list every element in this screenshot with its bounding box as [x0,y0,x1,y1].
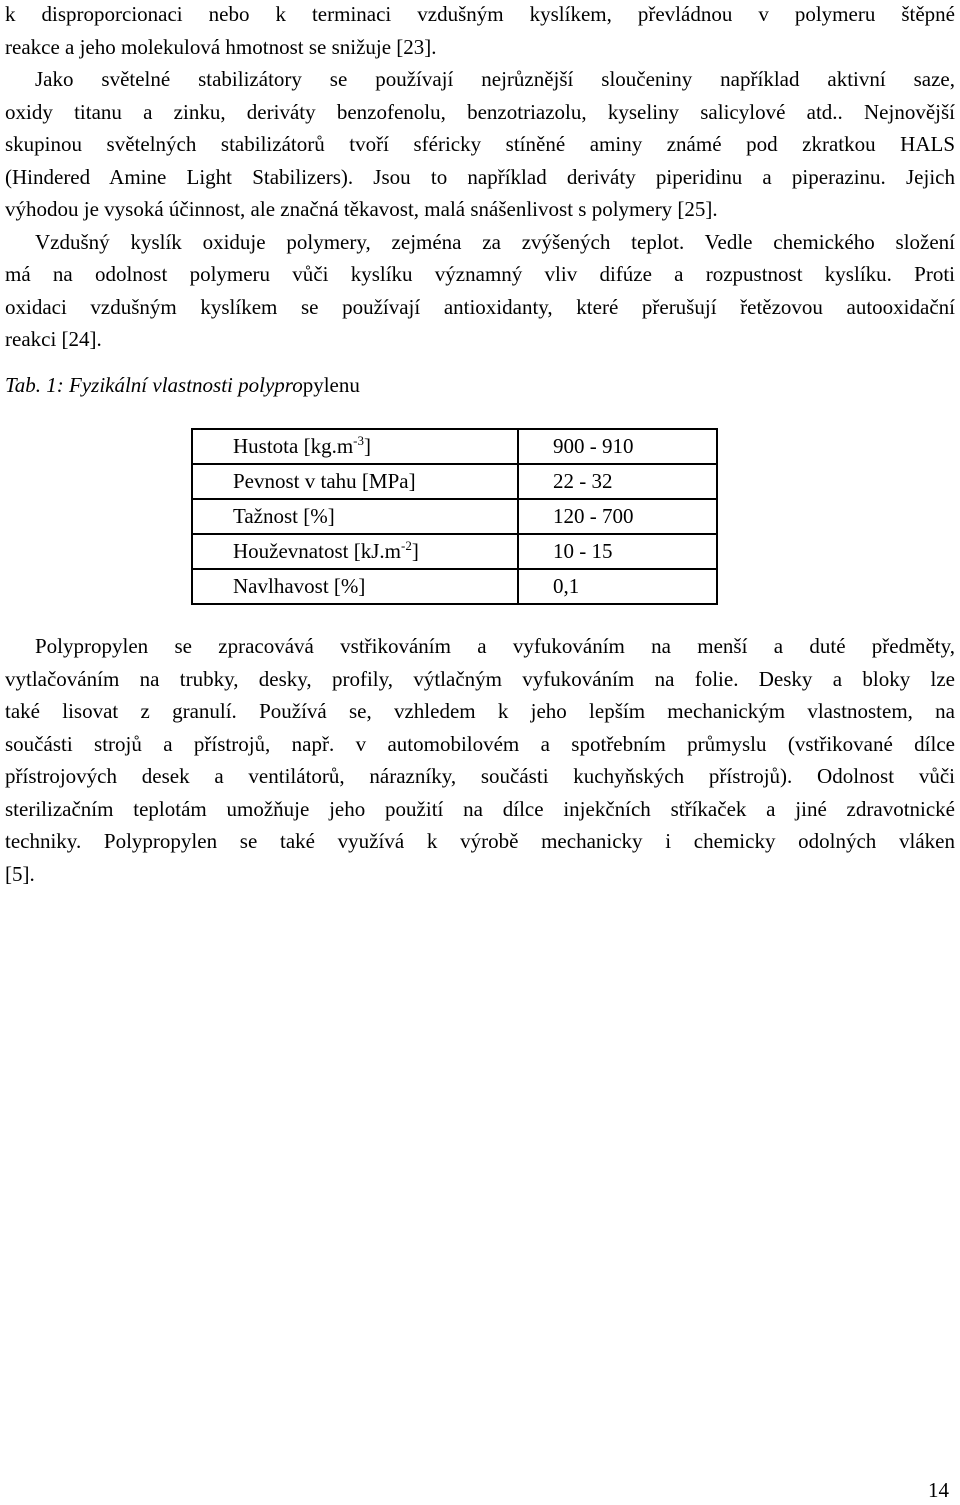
value-cell: 22 - 32 [518,464,717,499]
table-row [192,534,717,569]
value-cell: 0,1 [553,574,580,598]
text-line: techniky. Polypropylen se také využívá k výrobě mechanicky i chemicky odolných vláken [5,829,955,853]
property-cell [192,569,518,604]
text-line: Vzdušný kyslík oxiduje polymery, zejména za zvýšených teplot. Vedle chemického složení [35,229,955,254]
text-line: také lisovat z granulí. Používá se, vzhledem k jeho lepším mechanickým vlastnostem, na [5,699,955,723]
property-suffix: ] [411,539,419,563]
property-cell [192,429,518,464]
table-row [192,499,717,534]
property-label: Tažnost [%] [233,504,335,528]
text-line: reakci [24]. [5,327,102,351]
paragraph-processing [5,630,955,890]
text-line: součásti strojů a přístrojů, např. v automobilovém a spotřebním průmyslu (vstřikované dílce [5,731,955,756]
table-row [192,569,717,604]
table-caption [5,369,360,401]
text-line: Polypropylen se zpracovává vstřikováním a vyfukováním na menší a duté předměty, [35,634,955,658]
property-label: Pevnost v tahu [MPa] [233,469,416,493]
unit-exponent: -2 [400,538,412,553]
text-line: sterilizačním teplotám umožňuje jeho použití na dílce injekčních stříkaček a jiné zdravotnické [5,796,955,821]
value-cell: 120 - 700 [518,499,717,534]
table-row [192,429,717,464]
paragraph-stabilizers [5,0,955,356]
unit-exponent: -3 [353,433,364,448]
value-cell: 10 - 15 [518,534,717,569]
property-label: Navlhavost [%] [233,574,366,598]
property-cell [192,464,518,499]
text-line: přístrojových desek a ventilátorů, nárazníky, součásti kuchyňských přístrojů). Odolnost vůči [5,764,955,788]
table-caption-upright: pylenu [302,373,360,397]
text-line: [5]. [5,861,35,886]
text-line: k disproporcionaci nebo k terminaci vzdušným kyslíkem, převládnou v polymeru štěpné [5,2,955,26]
table-caption-italic: Tab. 1: Fyzikální vlastnosti polypro [5,373,303,397]
property-label: Houževnatost [kJ.m [233,539,401,563]
property-suffix: ] [364,434,371,458]
text-line: (Hindered Amine Light Stabilizers). Jsou to například deriváty piperidinu a piperazinu. Jejich [5,164,955,189]
text-line: má na odolnost polymeru vůči kyslíku významný vliv difúze a rozpustnost kyslíku. Proti [5,262,955,286]
text-line: oxidaci vzdušným kyslíkem se používají antioxidanty, které přerušují řetězovou autooxidační [5,294,955,319]
page-number: 14 [928,1478,949,1502]
text-line: Jako světelné stabilizátory se používají nejrůznější sloučeniny například aktivní saze, [35,67,955,91]
properties-table [191,428,718,605]
value-cell: 900 - 910 [518,429,717,464]
text-line: reakce a jeho molekulová hmotnost se snižuje [23]. [5,34,437,59]
property-label: Hustota [kg.m [233,434,354,458]
property-cell [192,499,518,534]
text-line: oxidy titanu a zinku, deriváty benzofenolu, benzotriazolu, kyseliny salicylové atd.. Nejnovější [5,99,955,124]
table-row [192,464,717,499]
text-line: skupinou světelných stabilizátorů tvoří sféricky stíněné aminy známé pod zkratkou HALS [5,132,955,156]
text-line: vytlačováním na trubky, desky, profily, výtlačným vyfukováním na folie. Desky a bloky lze [5,666,955,691]
text-line: výhodou je vysoká účinnost, ale značná těkavost, malá snášenlivost s polymery [25]. [5,197,718,221]
property-cell [192,534,518,569]
